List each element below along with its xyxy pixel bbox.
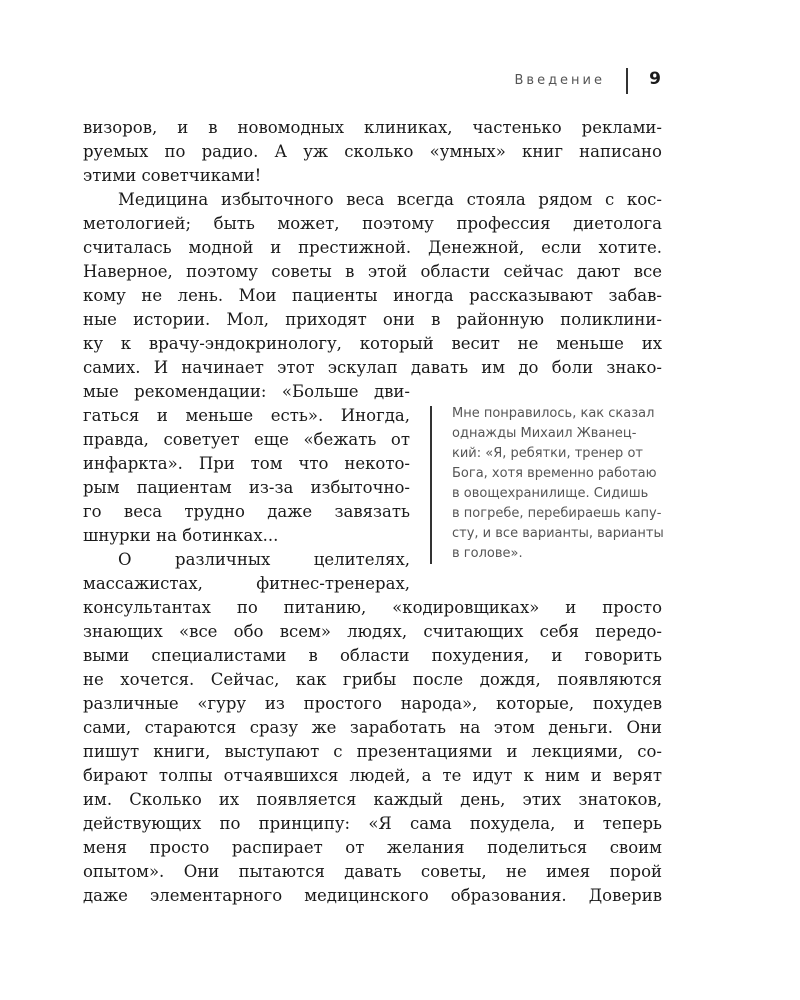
body-line: различные «гуру из простого народа», которые, похудев	[83, 694, 662, 713]
body-line: бирают толпы отчаявшихся людей, а те идут к ним и верят	[83, 766, 662, 785]
body-line: Медицина избыточного веса всегда стояла рядом с кос-	[118, 190, 662, 209]
header-divider	[626, 68, 628, 94]
side-note-line: в голове».	[452, 546, 523, 561]
body-line: го веса трудно даже завязать	[83, 502, 410, 521]
body-line: кому не лень. Мои пациенты иногда рассказывают забав-	[83, 286, 662, 305]
body-line: действующих по принципу: «Я сама похудела, и теперь	[83, 814, 662, 833]
body-line: считалась модной и престижной. Денежной, если хотите.	[83, 238, 662, 257]
body-line: опытом». Они пытаются давать советы, не имея порой	[83, 862, 662, 881]
body-line: даже элементарного медицинского образования. Доверив	[83, 886, 662, 905]
body-line: инфаркта». При том что некото-	[83, 454, 410, 473]
body-line: правда, советует еще «бежать от	[83, 430, 410, 449]
body-line: сами, стараются сразу же заработать на этом деньги. Они	[83, 718, 662, 737]
page-number: 9	[649, 69, 661, 89]
side-note-line: однажды Михаил Жванец-	[452, 426, 637, 441]
side-note-line: Мне понравилось, как сказал	[452, 406, 655, 421]
body-line: ные истории. Мол, приходят они в районную поликлини-	[83, 310, 662, 329]
side-note-line: в овощехранилище. Сидишь	[452, 486, 649, 501]
side-note-line: Бога, хотя временно работаю	[452, 466, 657, 481]
body-line: ку к врачу-эндокринологу, который весит не меньше их	[83, 334, 662, 353]
body-line: О различных целителях,	[118, 550, 410, 569]
body-line: консультантах по питанию, «кодировщиках» и просто	[83, 598, 662, 617]
side-note-rule	[430, 406, 432, 564]
side-note-line: в погребе, перебираешь капу-	[452, 506, 662, 521]
body-line: мые рекомендации: «Больше дви-	[83, 382, 410, 401]
body-line: массажистах, фитнес-тренерах,	[83, 574, 410, 593]
running-head	[0, 66, 663, 96]
body-line: этими советчиками!	[83, 166, 262, 185]
body-line: Наверное, поэтому советы в этой области сейчас дают все	[83, 262, 662, 281]
body-line: меня просто распирает от желания поделиться своим	[83, 838, 662, 857]
body-line: им. Сколько их появляется каждый день, этих знатоков,	[83, 790, 662, 809]
body-line: руемых по радио. А уж сколько «умных» книг написано	[83, 142, 662, 161]
body-line: метологией; быть может, поэтому профессия диетолога	[83, 214, 662, 233]
body-line: выми специалистами в области похудения, и говорить	[83, 646, 662, 665]
body-line: пишут книги, выступают с презентациями и лекциями, со-	[83, 742, 662, 761]
body-line: рым пациентам из-за избыточно-	[83, 478, 410, 497]
body-line: визоров, и в новомодных клиниках, частенько реклами-	[83, 118, 662, 137]
section-title: Введение	[514, 73, 605, 88]
side-note-line: кий: «Я, ребятки, тренер от	[452, 446, 643, 461]
body-line: знающих «все обо всем» людях, считающих себя передо-	[83, 622, 662, 641]
side-note-line: сту, и все варианты, варианты	[452, 526, 664, 541]
body-line: не хочется. Сейчас, как грибы после дождя, появляются	[83, 670, 662, 689]
body-line: гаться и меньше есть». Иногда,	[83, 406, 410, 425]
body-line: шнурки на ботинках...	[83, 526, 279, 545]
body-line: самих. И начинает этот эскулап давать им до боли знако-	[83, 358, 662, 377]
